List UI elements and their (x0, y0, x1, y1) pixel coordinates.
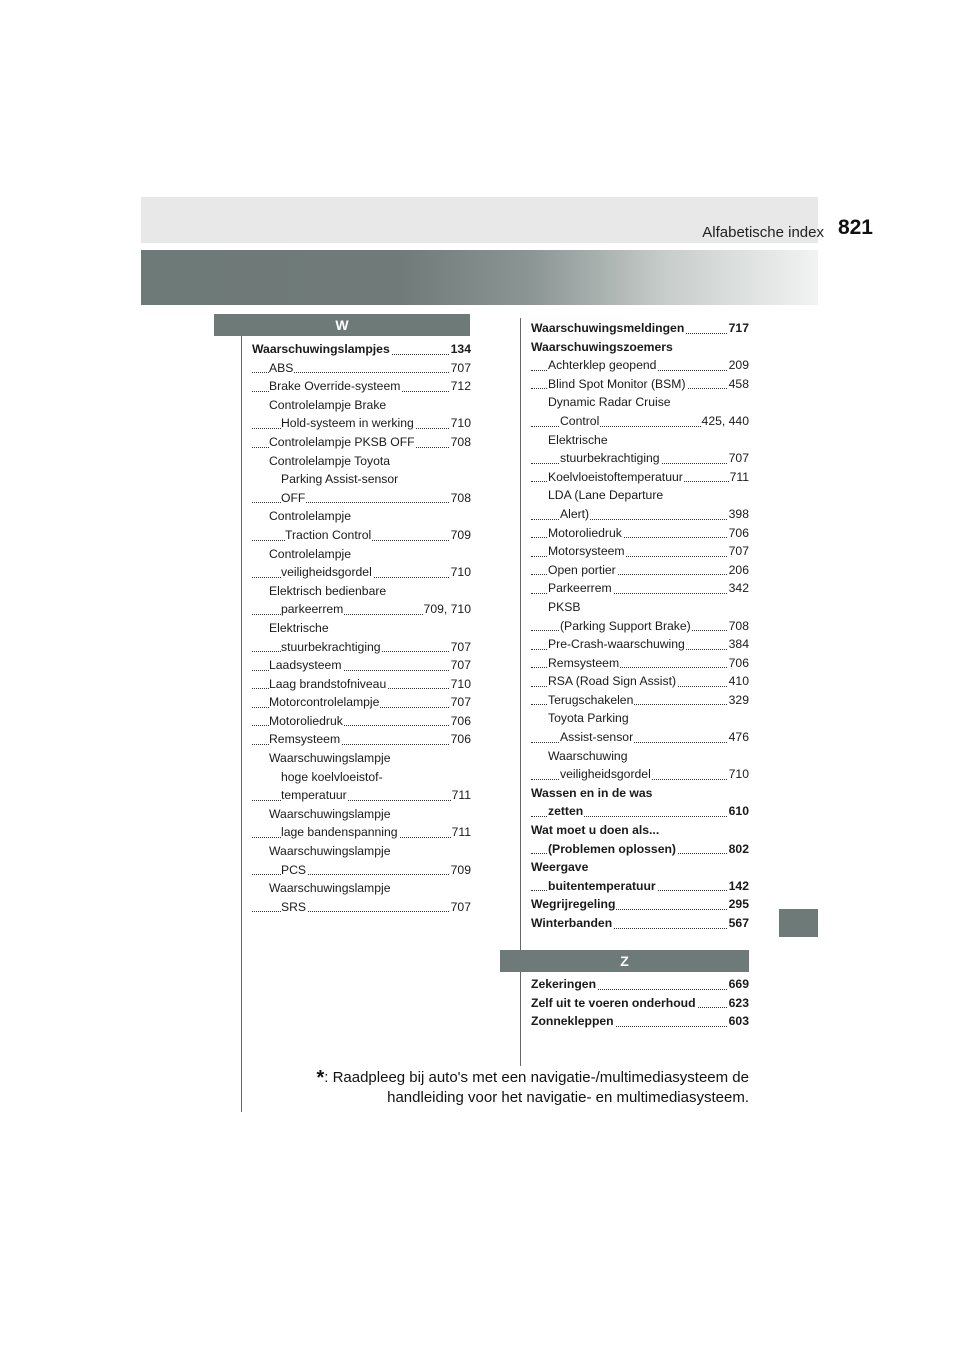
index-term: Wat moet u doen als... (531, 823, 660, 838)
index-page-ref[interactable]: 706 (728, 524, 749, 543)
chapter-tab[interactable] (779, 909, 818, 937)
index-page-ref[interactable]: 707 (728, 542, 749, 561)
index-term: Zekeringen (531, 977, 597, 991)
index-entry (252, 377, 471, 396)
index-term: Waarschuwingslampje (269, 881, 391, 896)
index-entry (531, 1012, 749, 1031)
index-term: LDA (Lane Departure (548, 488, 664, 503)
index-term: Hold-systeem in werking (281, 416, 414, 431)
index-term: Wassen en in de was (531, 785, 653, 800)
index-entry (252, 545, 471, 564)
index-page-ref[interactable]: 709 (450, 526, 471, 545)
index-entry (252, 340, 471, 359)
index-page-ref[interactable]: 706 (728, 654, 749, 673)
index-page-ref[interactable]: 712 (450, 377, 471, 396)
index-page-ref[interactable]: 708 (450, 433, 471, 452)
index-term: Parking Assist-sensor (281, 472, 399, 487)
index-entry (531, 765, 749, 784)
index-entry (531, 375, 749, 394)
index-entry (531, 802, 749, 821)
index-term: Waarschuwing (548, 748, 628, 763)
index-term: parkeerrem (281, 602, 344, 617)
index-entry (252, 786, 471, 805)
index-column-right (531, 319, 749, 933)
index-term: Motoroliedruk (548, 525, 622, 540)
index-page-ref[interactable]: 410 (728, 672, 749, 691)
index-term: Brake Override-systeem (269, 379, 401, 394)
index-entry (531, 542, 749, 561)
index-term: Motoroliedruk (269, 713, 343, 728)
index-page-ref[interactable]: 710 (450, 675, 471, 694)
index-term: Alert) (560, 506, 590, 521)
index-page-ref[interactable]: 707 (728, 449, 749, 468)
index-page-ref[interactable]: 802 (728, 840, 749, 859)
index-entry (252, 749, 471, 768)
index-term: Controlelampje Toyota (269, 453, 391, 468)
index-page-ref[interactable]: 707 (450, 359, 471, 378)
index-term: stuurbekrachtiging (560, 451, 660, 466)
index-page-ref[interactable]: 209 (728, 356, 749, 375)
index-page-ref[interactable]: 707 (450, 693, 471, 712)
section-letter-z: Z (500, 950, 749, 972)
index-entry (531, 747, 749, 766)
index-entry (531, 393, 749, 412)
index-page-ref[interactable]: 458 (728, 375, 749, 394)
index-entry (252, 693, 471, 712)
index-entry (531, 672, 749, 691)
index-page-ref[interactable]: 384 (728, 635, 749, 654)
index-entry (531, 449, 749, 468)
index-page-ref[interactable]: 711 (451, 823, 471, 842)
index-term: Waarschuwingslampje (269, 806, 391, 821)
index-page-ref[interactable]: 134 (450, 340, 471, 359)
left-rule (241, 318, 242, 1112)
index-page-ref[interactable]: 707 (450, 638, 471, 657)
index-term: Waarschuwingslampje (269, 751, 391, 766)
index-entry (531, 654, 749, 673)
index-term: PCS (281, 862, 307, 877)
index-term: Remsysteem (269, 732, 341, 747)
index-entry (531, 338, 749, 357)
index-term: Assist-sensor (560, 730, 634, 745)
index-term: Koelvloeistoftemperatuur (548, 469, 683, 484)
index-term: Parkeerrem (548, 581, 612, 596)
index-entry (531, 468, 749, 487)
index-page-ref[interactable]: 398 (728, 505, 749, 524)
index-entry (252, 898, 471, 917)
index-term: Wegrijregeling (531, 897, 616, 912)
index-term: hoge koelvloeistof- (281, 769, 383, 784)
index-term: Blind Spot Monitor (BSM) (548, 376, 686, 391)
index-page-ref[interactable]: 706 (450, 712, 471, 731)
index-entry (531, 877, 749, 896)
index-entry (252, 489, 471, 508)
index-term: (Parking Support Brake) (560, 618, 691, 633)
index-entry (531, 895, 749, 914)
index-page-ref[interactable]: 329 (728, 691, 749, 710)
index-term: Controlelampje (269, 546, 351, 561)
index-page-ref[interactable]: 425, 440 (701, 412, 749, 431)
index-term: lage bandenspanning (281, 825, 398, 840)
index-term: Controlelampje PKSB OFF (269, 434, 415, 449)
index-term: Controlelampje Brake (269, 397, 387, 412)
index-entry (252, 823, 471, 842)
index-page-ref[interactable]: 669 (728, 975, 749, 994)
index-entry (252, 879, 471, 898)
index-page-ref[interactable]: 710 (728, 765, 749, 784)
index-entry (252, 526, 471, 545)
index-entry (252, 861, 471, 880)
index-entry (252, 452, 471, 471)
index-term: Winterbanden (531, 916, 613, 930)
index-entry (531, 858, 749, 877)
index-entry (531, 356, 749, 375)
index-entry (252, 563, 471, 582)
page-number: 821 (837, 216, 873, 239)
index-term: PKSB (548, 599, 581, 614)
footnote-mark: * (316, 1067, 325, 1089)
index-entry (531, 691, 749, 710)
index-term: zetten (548, 804, 584, 819)
index-entry (252, 768, 471, 787)
index-term: Open portier (548, 562, 616, 577)
index-entry (252, 842, 471, 861)
index-entry (531, 431, 749, 450)
index-page-ref[interactable]: 711 (729, 468, 749, 487)
index-entry (531, 486, 749, 505)
index-column-z (531, 975, 749, 1031)
index-term: SRS (281, 899, 307, 914)
index-term: temperatuur (281, 788, 347, 803)
index-entry (531, 994, 749, 1013)
index-page-ref[interactable]: 342 (728, 579, 749, 598)
index-term: Elektrische (548, 432, 608, 447)
index-entry (252, 675, 471, 694)
index-page-ref[interactable]: 206 (728, 561, 749, 580)
index-entry (531, 784, 749, 803)
index-entry (531, 975, 749, 994)
section-letter-w: W (214, 314, 470, 336)
index-page-ref[interactable]: 708 (450, 489, 471, 508)
index-term: Controlelampje (269, 509, 351, 524)
index-entry (252, 712, 471, 731)
index-entry (252, 507, 471, 526)
index-term: Zelf uit te voeren onderhoud (531, 995, 696, 1010)
index-term: OFF (281, 490, 306, 505)
index-entry (252, 359, 471, 378)
index-term: Motorsysteem (548, 544, 625, 559)
index-page-ref[interactable]: 623 (728, 994, 749, 1013)
index-page-ref[interactable]: 707 (450, 898, 471, 917)
index-entry (531, 524, 749, 543)
index-page-ref[interactable]: 295 (728, 895, 749, 914)
index-page-ref[interactable]: 603 (728, 1012, 749, 1031)
index-entry (252, 619, 471, 638)
index-page-ref[interactable]: 710 (450, 563, 471, 582)
index-term: Motorcontrolelampje (269, 695, 380, 710)
index-entry (531, 505, 749, 524)
index-page-ref[interactable]: 710 (450, 414, 471, 433)
index-term: Pre-Crash-waarschuwing (548, 637, 685, 652)
index-entry (531, 319, 749, 338)
index-entry (252, 582, 471, 601)
index-entry (531, 635, 749, 654)
index-entry (252, 600, 471, 619)
index-page-ref[interactable]: 567 (728, 914, 749, 933)
index-entry (531, 840, 749, 859)
index-term: Elektrische (269, 620, 329, 635)
index-entry (531, 617, 749, 636)
index-term: Dynamic Radar Cruise (548, 395, 671, 410)
index-term: Traction Control (285, 527, 372, 542)
index-term: Terugschakelen (548, 692, 634, 707)
index-entry (531, 561, 749, 580)
index-page-ref[interactable]: 142 (728, 877, 749, 896)
index-entry (252, 414, 471, 433)
footnote-line-2: handleiding voor het navigatie- en multimediasysteem. (387, 1089, 749, 1106)
index-term: Remsysteem (548, 655, 620, 670)
index-term: veiligheidsgordel (560, 767, 651, 782)
index-term: Waarschuwingslampje (269, 844, 391, 859)
index-page-ref[interactable]: 476 (728, 728, 749, 747)
index-page-ref[interactable]: 706 (450, 730, 471, 749)
index-page-ref[interactable]: 709 (450, 861, 471, 880)
index-term: Waarschuwingsmeldingen (531, 321, 685, 335)
index-entry (252, 730, 471, 749)
index-entry (252, 396, 471, 415)
header-band (141, 250, 818, 305)
index-term: Achterklep geopend (548, 358, 657, 373)
index-page-ref[interactable]: 610 (728, 802, 749, 821)
index-entry (252, 433, 471, 452)
index-term: buitentemperatuur (548, 878, 656, 893)
index-entry (252, 638, 471, 657)
index-term: (Problemen oplossen) (548, 841, 676, 856)
index-entry (252, 656, 471, 675)
index-entry (531, 598, 749, 617)
index-page-ref[interactable]: 717 (728, 319, 749, 338)
index-term: RSA (Road Sign Assist) (548, 674, 677, 689)
index-page-ref[interactable]: 708 (728, 617, 749, 636)
index-entry (531, 728, 749, 747)
index-term: Waarschuwingszoemers (531, 339, 673, 354)
index-term: ABS (269, 360, 294, 375)
index-entry (531, 412, 749, 431)
index-term: Laag brandstofniveau (269, 676, 387, 691)
index-entry (531, 914, 749, 933)
index-entry (531, 821, 749, 840)
page-title: Alfabetische index (702, 224, 824, 241)
index-entry (531, 709, 749, 728)
footnote (307, 1068, 749, 1108)
index-term: veiligheidsgordel (281, 565, 372, 580)
footnote-line-1: : Raadpleeg bij auto's met een navigatie-/multimediasysteem de (324, 1069, 749, 1086)
index-entry (252, 470, 471, 489)
index-entry (531, 579, 749, 598)
index-term: Waarschuwingslampjes (252, 342, 390, 356)
index-term: Weergave (531, 860, 589, 875)
index-column-left (252, 340, 471, 916)
index-page-ref[interactable]: 707 (450, 656, 471, 675)
index-term: Toyota Parking (548, 711, 629, 726)
index-term: Laadsysteem (269, 658, 342, 673)
index-term: Zonnekleppen (531, 1014, 614, 1029)
index-page-ref[interactable]: 709, 710 (423, 600, 471, 619)
index-term: Elektrisch bedienbare (269, 583, 387, 598)
index-term: Control (560, 413, 600, 428)
index-page-ref[interactable]: 711 (451, 786, 471, 805)
index-term: stuurbekrachtiging (281, 639, 381, 654)
index-entry (252, 805, 471, 824)
